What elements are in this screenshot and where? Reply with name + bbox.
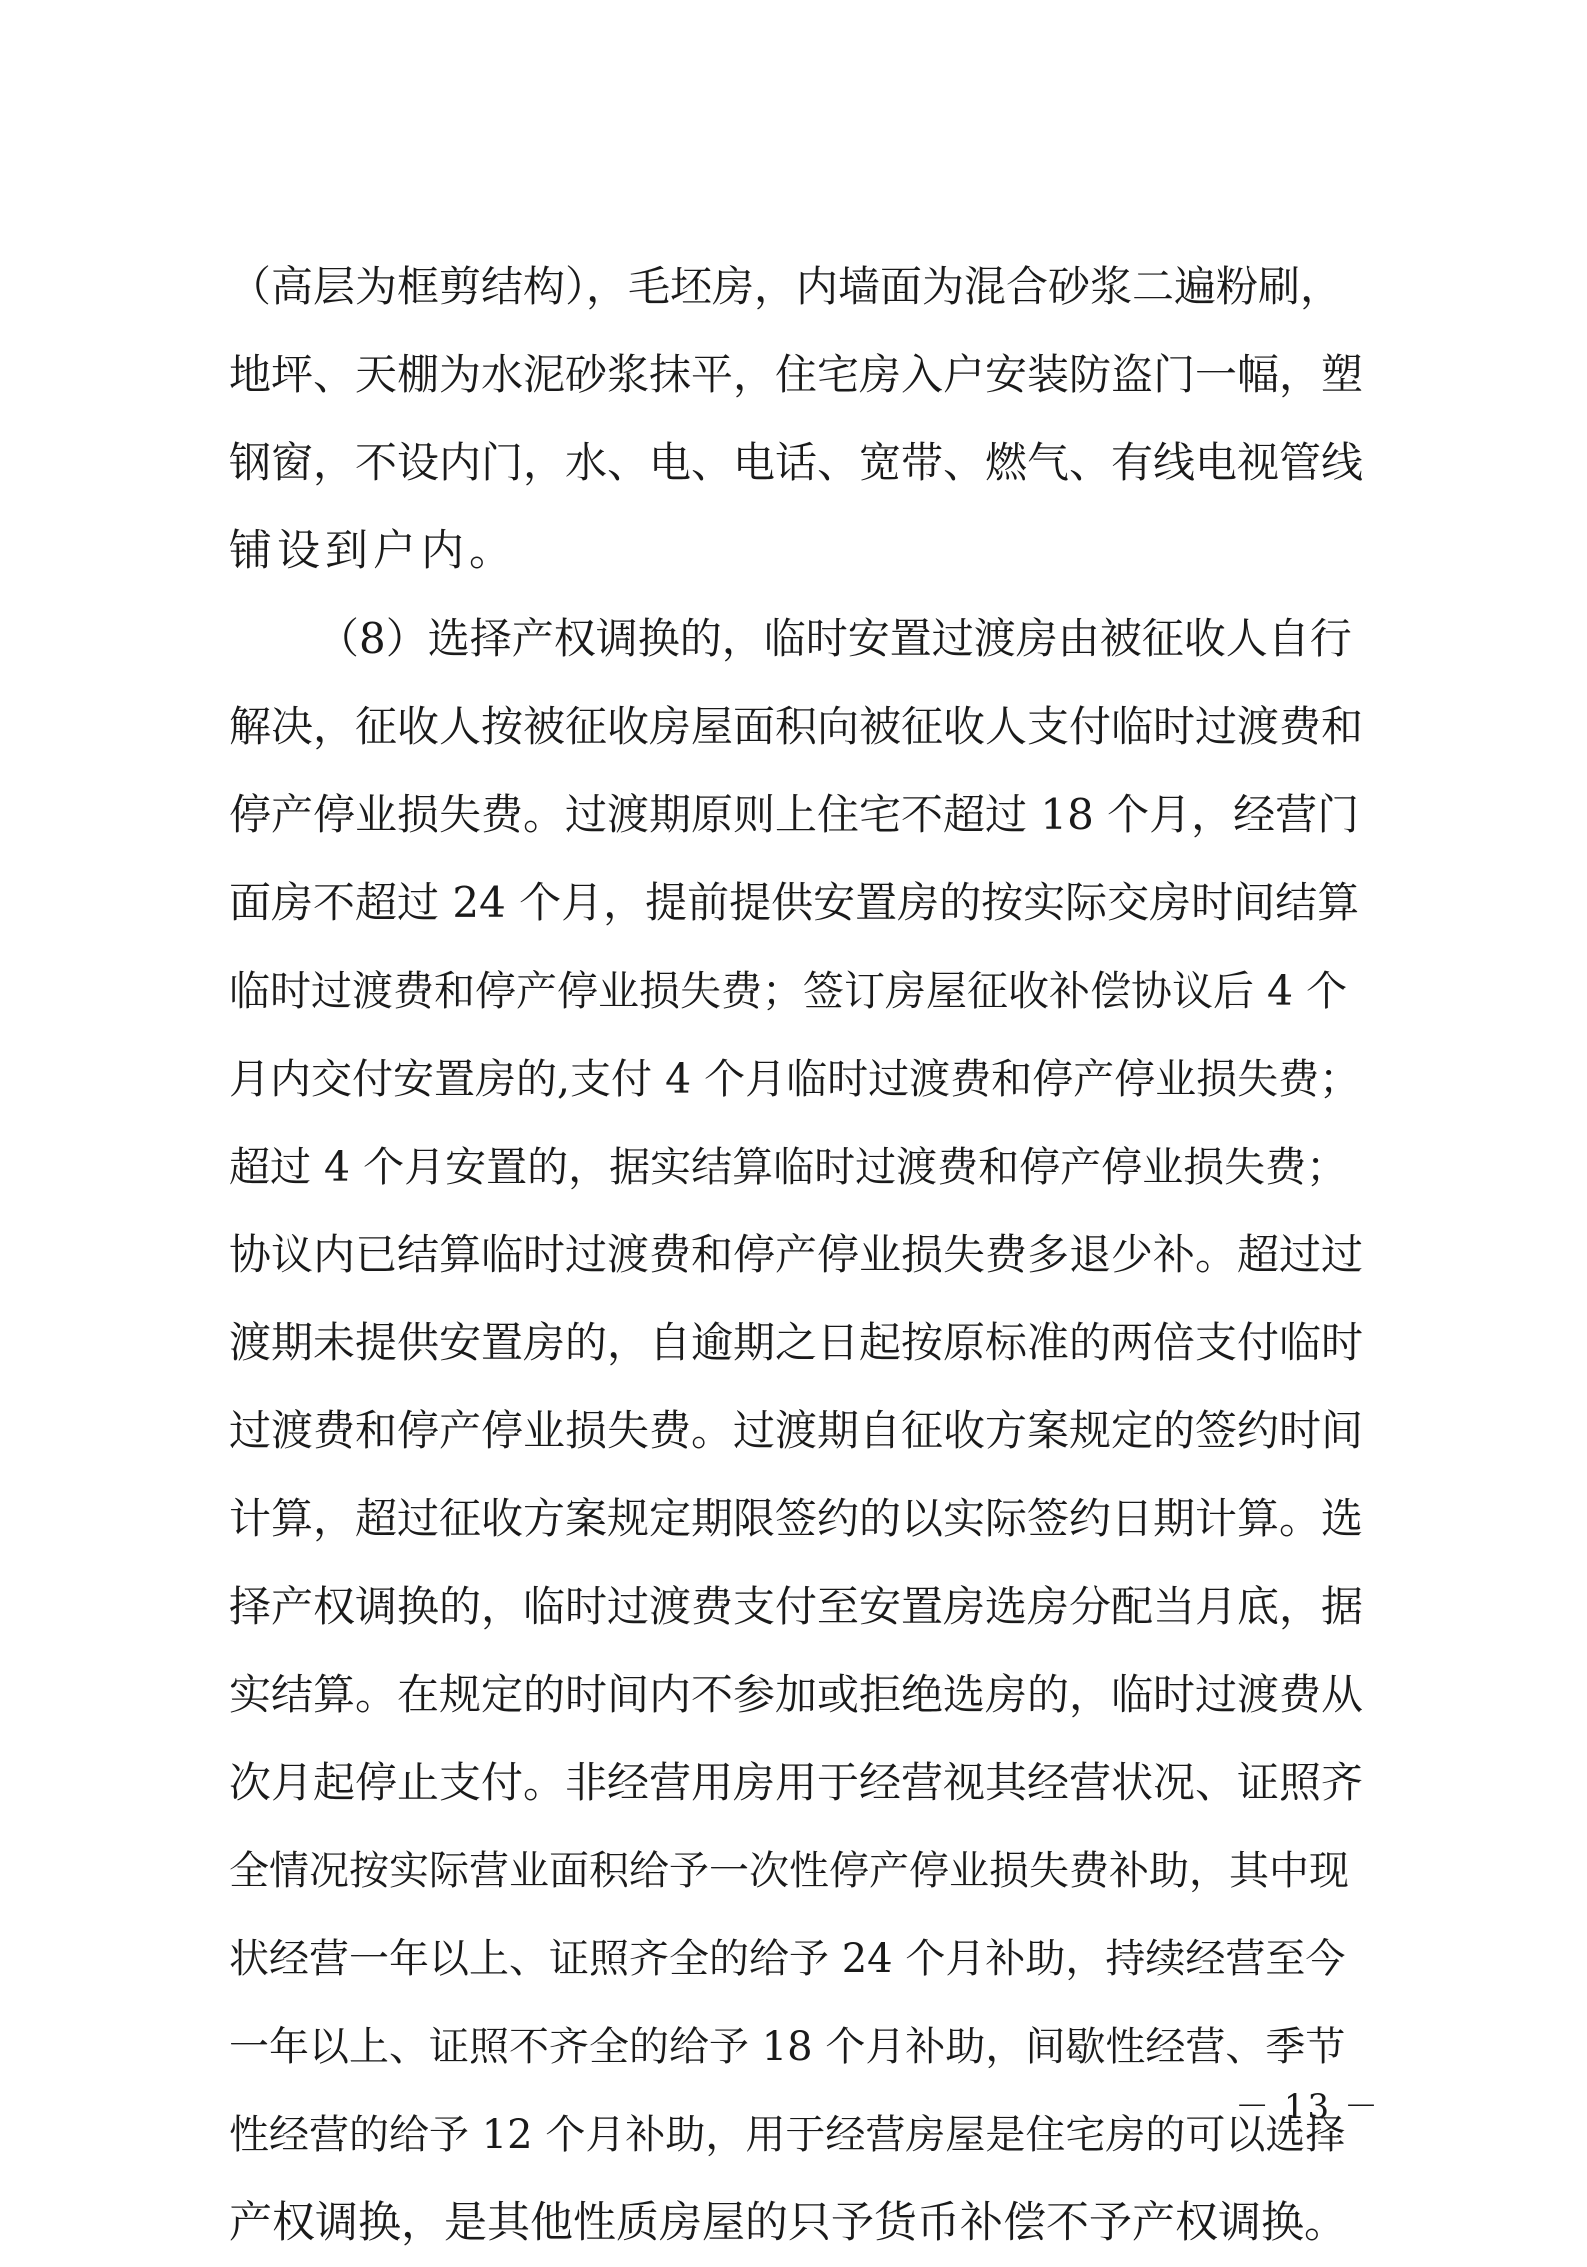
text-line: 性经营的给予 12 个月补助，用于经营房屋是住宅房的可以选择 <box>229 2112 1346 2158</box>
text-line: 实结算。在规定的时间内不参加或拒绝选房的，临时过渡费从 <box>229 1670 1364 1719</box>
text-line: 月内交付安置房的,支付 4 个月临时过渡费和停产停业损失费； <box>229 1055 1361 1103</box>
text-line: 临时过渡费和停产停业损失费；签订房屋征收补偿协议后 4 个 <box>229 967 1348 1015</box>
text-line: 过渡费和停产停业损失费。过渡期自征收方案规定的签约时间 <box>229 1406 1364 1455</box>
text-line: 择产权调换的，临时过渡费支付至安置房选房分配当月底，据 <box>229 1582 1364 1631</box>
paragraph-start-line: （8）选择产权调换的，临时安置过渡房由被征收人自行 <box>317 614 1352 663</box>
text-line: 铺设到户内。 <box>229 526 517 576</box>
text-line: 面房不超过 24 个月，提前提供安置房的按实际交房时间结算 <box>229 878 1360 927</box>
text-line: 协议内已结算临时过渡费和停产停业损失费多退少补。超过过 <box>229 1230 1364 1279</box>
text-line: 全情况按实际营业面积给予一次性停产停业损失费补助，其中现 <box>229 1848 1349 1894</box>
text-line: （高层为框剪结构），毛坯房，内墙面为混合砂浆二遍粉刷， <box>229 262 1343 311</box>
text-line: 解决，征收人按被征收房屋面积向被征收人支付临时过渡费和 <box>229 702 1364 751</box>
body-text <box>229 243 1365 2267</box>
text-line: 钢窗，不设内门，水、电、电话、宽带、燃气、有线电视管线 <box>229 438 1364 487</box>
page-number: － 13 － <box>1235 2087 1380 2127</box>
text-line: 超过 4 个月安置的，据实结算临时过渡费和停产停业损失费； <box>229 1143 1348 1191</box>
text-line: 次月起停止支付。非经营用房用于经营视其经营状况、证照齐 <box>229 1758 1364 1807</box>
text-line: 计算，超过征收方案规定期限签约的以实际签约日期计算。选 <box>229 1494 1364 1543</box>
text-line: 停产停业损失费。过渡期原则上住宅不超过 18 个月，经营门 <box>229 790 1360 839</box>
text-line: 一年以上、证照不齐全的给予 18 个月补助，间歇性经营、季节 <box>229 2024 1346 2070</box>
text-line: 状经营一年以上、证照齐全的给予 24 个月补助，持续经营至今 <box>229 1936 1346 1982</box>
text-line: 渡期未提供安置房的，自逾期之日起按原标准的两倍支付临时 <box>229 1318 1364 1367</box>
text-line: 地坪、天棚为水泥砂浆抹平，住宅房入户安装防盗门一幅，塑 <box>229 350 1364 399</box>
text-line: 产权调换，是其他性质房屋的只予货币补偿不予产权调换。 <box>229 2198 1347 2248</box>
